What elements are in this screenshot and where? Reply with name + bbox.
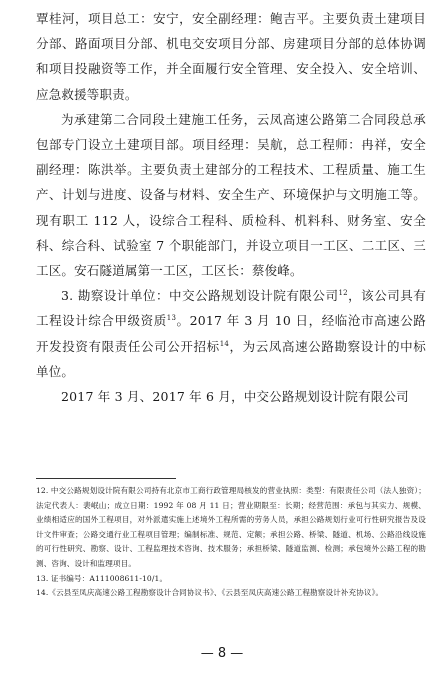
paragraph-1: 覃桂河，项目总工：安宁，安全副经理：鲍吉平。主要负责土建项目分部、路面项目分部、机电交安项目分部、房建项目分部的总体协调和项目投融资等工作，并全面履行安全管理、安全投入、安全培训、应急救援等职责。: [36, 11, 426, 102]
footnote-ref-13[interactable]: 13: [166, 314, 177, 323]
footnote-ref-14[interactable]: 14: [219, 339, 230, 348]
paragraph-3-text: ，该公司具有工程设计综合甲级资质: [36, 288, 426, 329]
footnote-14: 14.《云县至凤庆高速公路工程勘察设计合同协议书》、《云县至凤庆高速公路工程勘察设计补充协议》。: [36, 588, 384, 598]
paragraph-3: [36, 283, 426, 384]
footnote-divider: [36, 478, 176, 479]
page-number: — 8 —: [200, 646, 244, 661]
footnote-12: 12. 中交公路规划设计院有限公司持有北京市工商行政管理局核发的营业执照：类型：有限责任公司（法人独资）；法定代表人：裴岷山；成立日期：1992 年 08 月 11 日；营业期限至：长期；经营范围：承包与其实力、规模、业绩相适应的国外工程项目，对外派遣实施上述境外工程所需的劳务人员，承担公路规划行业可行性研究报告及设计文件审查；公路交通行业工程项目管理；编制标准、规范、定额；承担公路、桥梁、隧道、机场、公路沿线设施的可行性研究、勘察、设计、工程监理技术咨询、技术服务；承担桥梁、隧道监测、检测；承包境外公路工程的勘测、咨询、设计和监理项目。: [36, 486, 426, 568]
footnote-ref-12[interactable]: 12: [338, 289, 348, 298]
footnotes: [36, 484, 426, 601]
paragraph-3-text: ，为云凤高速公路勘察设计的中标单位。: [36, 338, 426, 379]
paragraph-2: 为承建第二合同段土建施工任务，云凤高速公路第二合同段总承包部专门设立土建项目部。项目经理：吴航，总工程师：冉祥，安全副经理：陈洪举。主要负责土建部分的工程技术、工程质量、施工生产、计划与进度、设备与材料、安全生产、环境保护与文明施工等。现有职工 112 人，设综合工程科、质检科、机料科、财务室、安全科、综合科、试验室 7 个职能部门，并设立项目一工区、二工区、三工区。安石隧道属第一工区，工区长：蔡俊峰。: [36, 111, 426, 279]
paragraph-3-text: 3. 勘察设计单位：中交公路规划设计院有限公司: [61, 288, 339, 304]
body-text: [36, 6, 426, 409]
paragraph-4: 2017 年 3 月、2017 年 6 月，中交公路规划设计院有限公司: [61, 389, 409, 405]
paragraph-3-text: 。2017 年 3 月 10 日，经临沧市高速公路开发投资有限责任公司公开招标: [36, 313, 426, 354]
footnote-13: 13. 证书编号：A111008611-10/1。: [36, 573, 168, 583]
